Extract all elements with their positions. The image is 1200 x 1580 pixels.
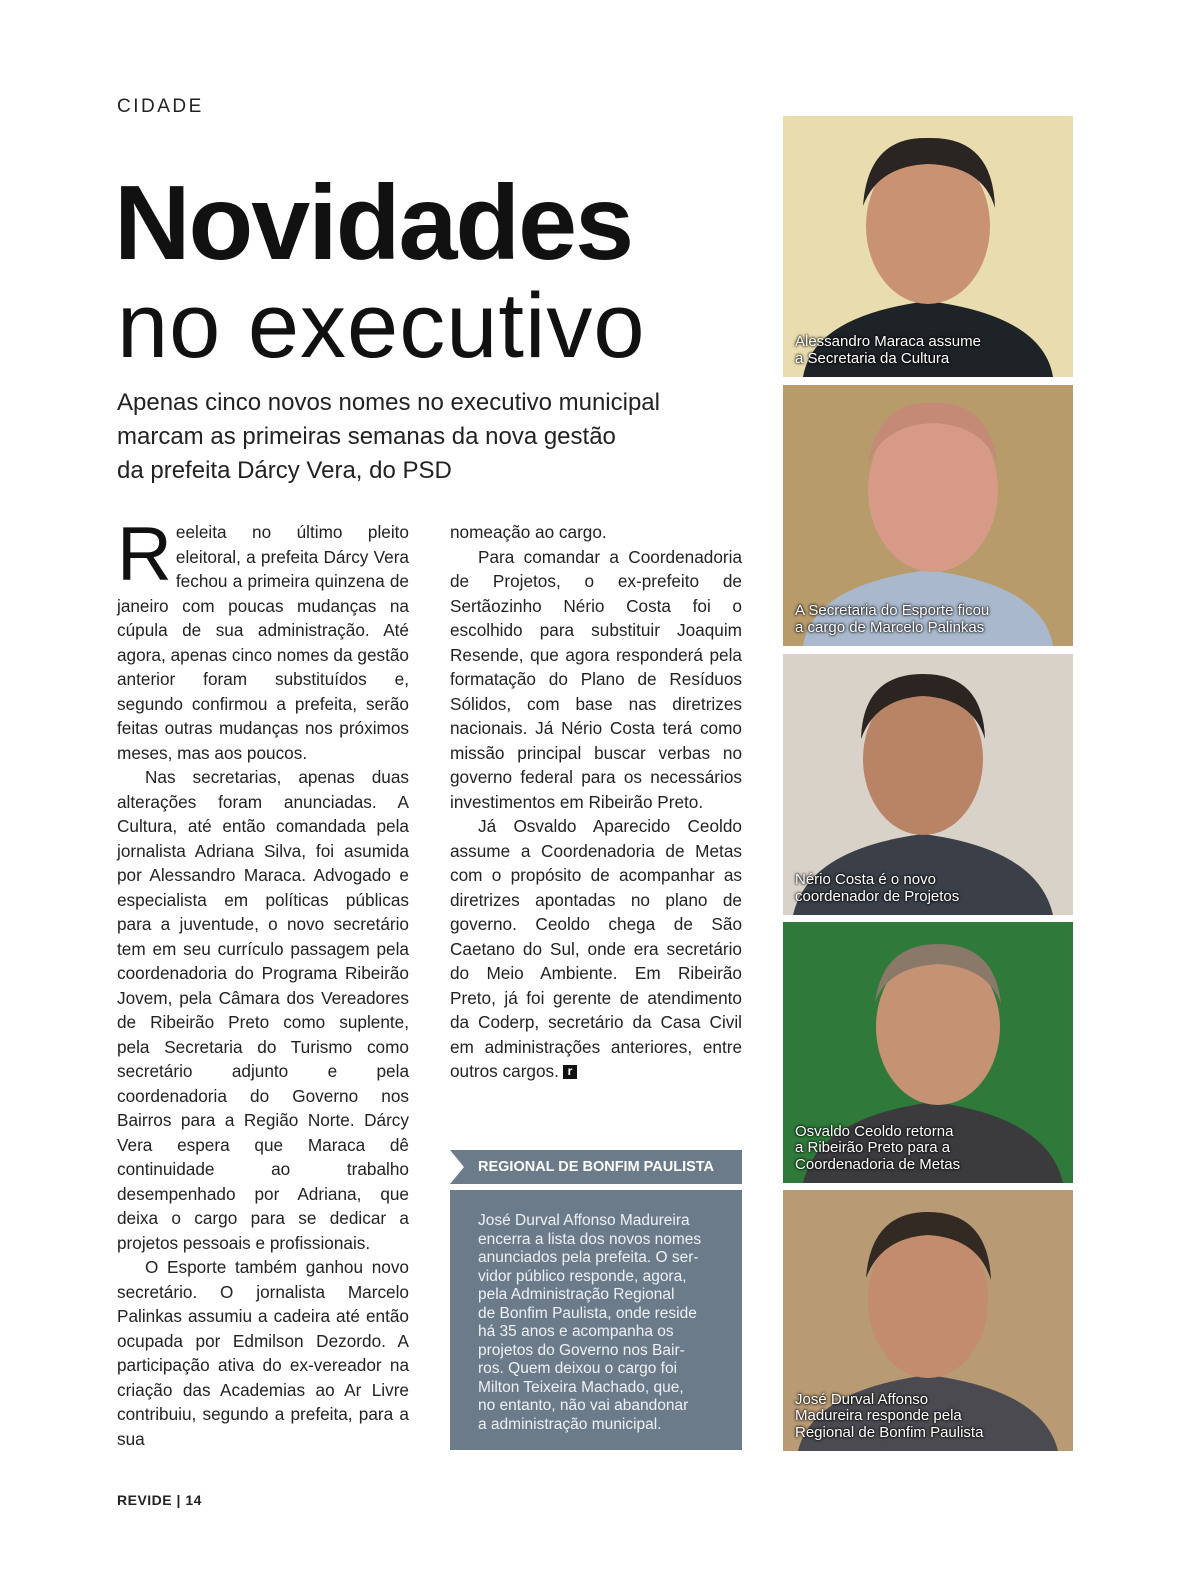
headline-light: no executivo <box>117 275 646 377</box>
article-column-2 <box>450 520 742 1084</box>
sidebar-box-body <box>450 1190 742 1450</box>
box-line: Milton Teixeira Machado, que, <box>478 1378 684 1396</box>
caption-line: a cargo de Marcelo Palinkas <box>795 618 985 636</box>
photo-maraca <box>783 116 1073 377</box>
box-line: projetos do Governo nos Bair- <box>478 1341 685 1359</box>
photo-caption <box>795 1124 960 1174</box>
box-line: no entanto, não vai abandonar <box>478 1397 689 1414</box>
article-paragraph <box>450 814 742 1084</box>
box-line: José Durval Affonso Madureira <box>478 1212 690 1229</box>
caption-line: Osvaldo Ceoldo retorna <box>795 1122 954 1140</box>
caption-line: Coordenadoria de Metas <box>795 1155 961 1173</box>
photo-costa <box>783 654 1073 915</box>
article-paragraph: Nas secretarias, apenas duas alterações foram anunciadas. A Cultura, até então comandada pela jornalista Adriana Silva, foi asumida por Alessandro Maraca. Advogado e especialista em políticas públicas para a juventude, o novo secretário tem em seu currículo passagem pela coordenadoria do Programa Ribeirão Jovem, pela Câmara dos Vereadores de Ribeirão Preto como suplente, pela Secretaria do Turismo como secretário adjunto e pela coordenadoria do Governo nos Bairros para a Região Norte. Dárcy Vera espera que Maraca dê continuidade ao trabalho desempenhado por Adriana, que deixa o cargo para se dedicar a projetos pessoais e profissionais. <box>117 767 409 1253</box>
article-paragraph: O Esporte também ganhou novo secretário. O jornalista Marcelo Palinkas assumiu a cadeira até então ocupada por Edmilson Dezordo. A participação ativa do ex-vereador na criação das Academias ao Ar Livre contribuiu, segundo a prefeita, para a sua <box>117 1257 409 1449</box>
photo-madureira <box>783 1190 1073 1451</box>
paragraph-text: eeleita no último pleito eleitoral, a prefeita Dárcy Vera fechou a primeira quinzena de janeiro com poucas mudanças na cúpula de sua administração. Até agora, apenas cinco nomes da gestão anterior foram substituídos e, segundo confirmou a prefeita, serão feitas outras mudanças nos próximos meses, mas aos poucos. <box>117 522 409 763</box>
article-paragraph <box>117 512 409 765</box>
page-footer <box>117 1492 202 1508</box>
box-line: de Bonfim Paulista, onde reside <box>478 1304 697 1322</box>
article-paragraph: Para comandar a Coordenadoria de Projetos, o ex-prefeito de Sertãozinho Nério Costa foi o escolhido para substituir Joaquim Resende, que agora responderá pela formatação do Plano de Resíduos Sólidos, com base nas diretrizes nacionais. Já Nério Costa terá como missão principal buscar verbas no governo federal para os necessários investimentos em Ribeirão Preto. <box>450 546 742 812</box>
drop-cap: R <box>117 512 172 597</box>
box-line: anunciados pela prefeita. O ser- <box>478 1249 699 1266</box>
publication-name: REVIDE <box>117 1492 173 1508</box>
box-line: vidor público responde, agora, <box>478 1267 687 1285</box>
caption-line: José Durval Affonso <box>795 1390 929 1408</box>
subtitle-line: marcam as primeiras semanas da nova gestão <box>117 423 616 450</box>
subtitle-line: Apenas cinco novos nomes no executivo municipal <box>117 389 660 416</box>
subtitle <box>117 386 727 488</box>
photo-caption <box>795 1392 983 1442</box>
photo-caption <box>795 872 959 905</box>
caption-line: Nério Costa é o novo <box>795 871 936 888</box>
article-column-1 <box>117 512 409 1451</box>
sidebar-box-header: REGIONAL DE BONFIM PAULISTA <box>450 1150 742 1184</box>
box-line: ros. Quem deixou o cargo foi <box>478 1360 678 1377</box>
caption-line: Madureira responde pela <box>795 1407 962 1424</box>
box-line: encerra a lista dos novos nomes <box>478 1230 702 1248</box>
box-line: pela Administração Regional <box>478 1286 675 1303</box>
photo-caption <box>795 334 981 367</box>
photo-ceoldo <box>783 922 1073 1183</box>
photo-caption <box>795 603 989 636</box>
end-mark-icon: r <box>563 1065 577 1079</box>
footer-separator: | <box>176 1492 181 1508</box>
page-number: 14 <box>185 1492 202 1508</box>
caption-line: coordenador de Projetos <box>795 887 960 905</box>
subtitle-line: da prefeita Dárcy Vera, do PSD <box>117 457 452 484</box>
headline-bold: Novidades <box>114 164 633 282</box>
box-line: há 35 anos e acompanha os <box>478 1323 674 1340</box>
caption-line: A Secretaria do Esporte ficou <box>795 602 990 619</box>
caption-line: Alessandro Maraca assume <box>795 333 981 350</box>
article-paragraph: nomeação ao cargo. <box>450 522 607 542</box>
caption-line: Regional de Bonfim Paulista <box>795 1423 984 1441</box>
photo-palinkas <box>783 385 1073 646</box>
paragraph-text: Já Osvaldo Aparecido Ceoldo assume a Coordenadoria de Metas com o propósito de acompanhar as diretrizes apontadas no plano de governo. Ceoldo chega de São Caetano do Sul, onde era secretário do Meio Ambiente. Em Ribeirão Preto, já foi gerente de atendimento da Coderp, secretário da Casa Civil em administrações anteriores, entre outros cargos. <box>450 816 742 1081</box>
box-line: a administração municipal. <box>478 1415 662 1433</box>
section-label: CIDADE <box>117 96 204 117</box>
caption-line: a Ribeirão Preto para a <box>795 1139 951 1156</box>
caption-line: a Secretaria da Cultura <box>795 349 950 367</box>
